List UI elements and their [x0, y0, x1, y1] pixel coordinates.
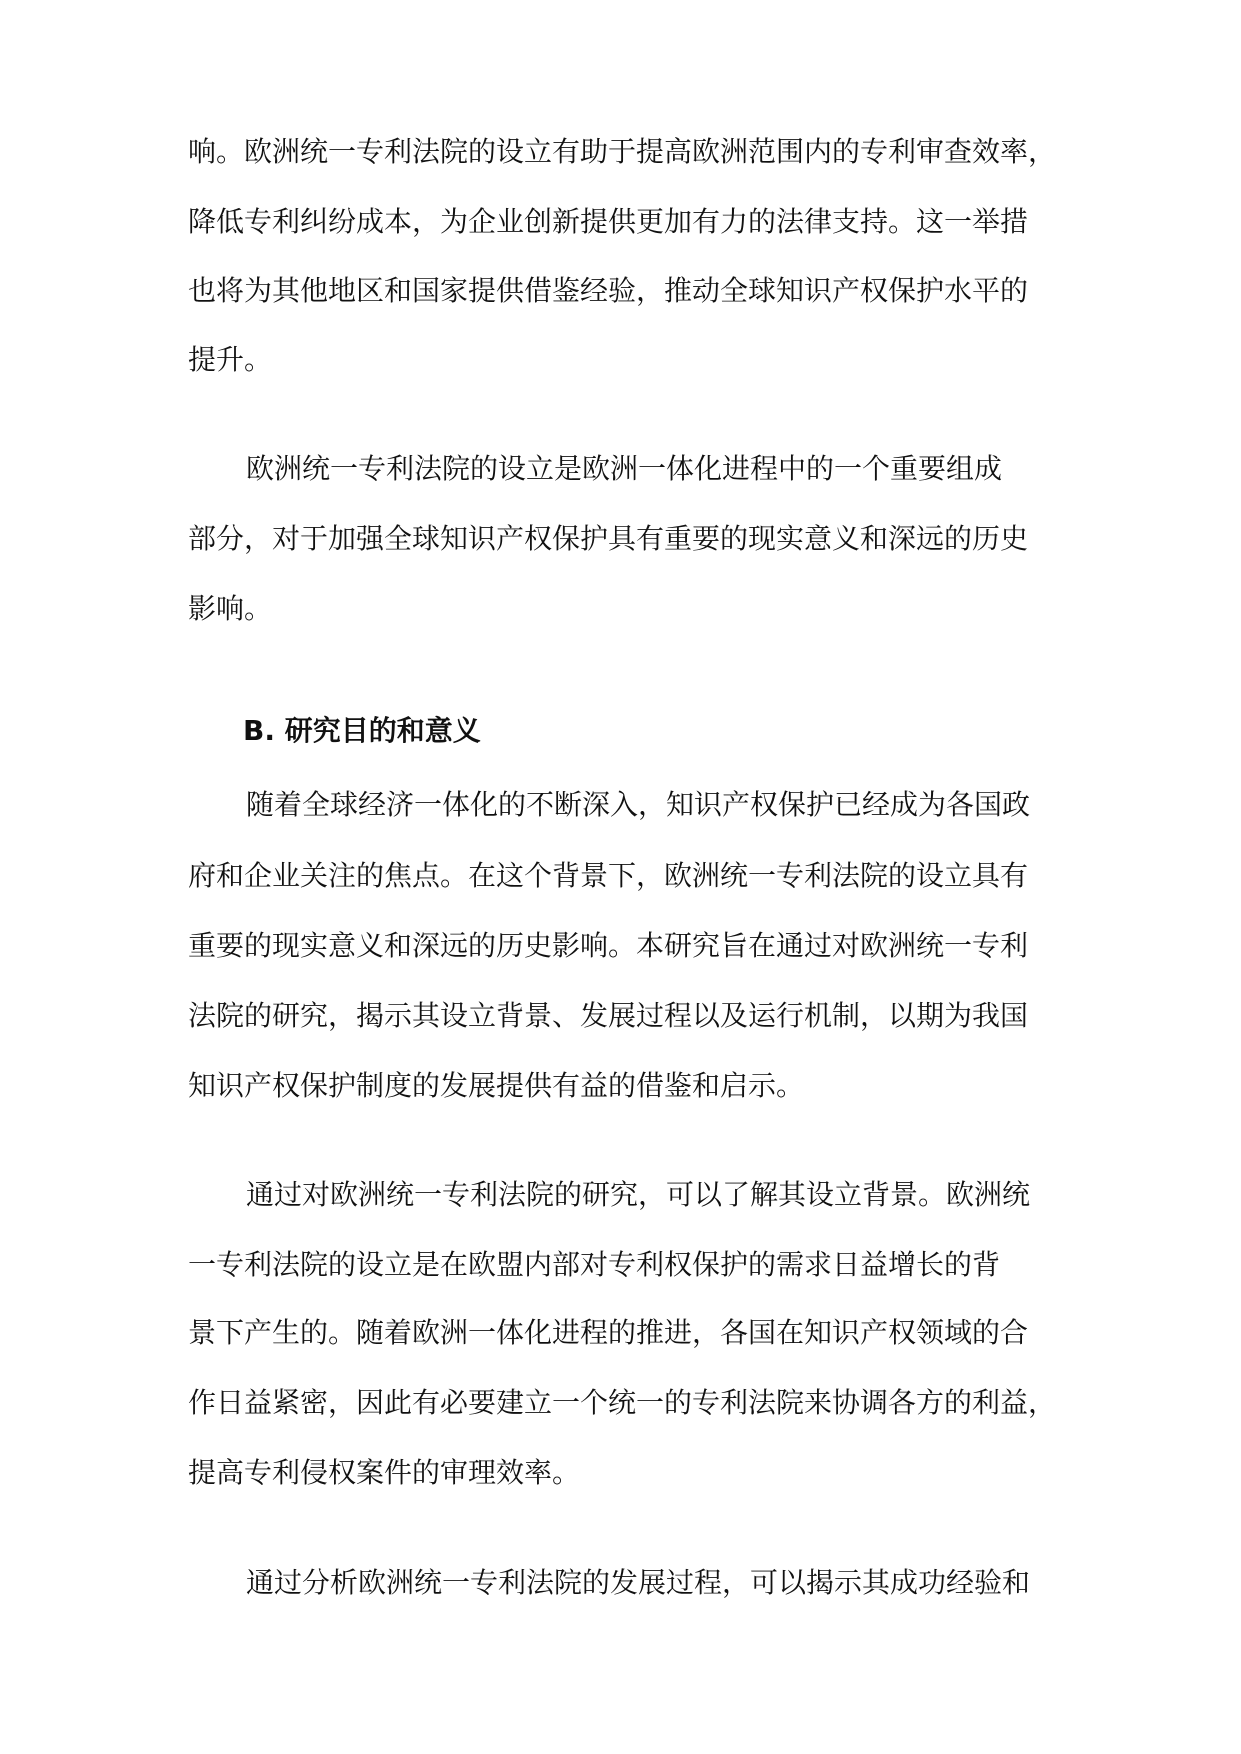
paragraph-4-line-2: 一专利法院的设立是在欧盟内部对专利权保护的需求日益增长的背: [188, 1248, 1001, 1281]
paragraph-1-line-1: 响。欧洲统一专利法院的设立有助于提高欧洲范围内的专利审查效率，: [188, 135, 1057, 168]
paragraph-4-line-5: 提高专利侵权案件的审理效率。: [188, 1456, 581, 1489]
section-heading: B. 研究目的和意义: [243, 714, 481, 747]
paragraph-3-line-1: 随着全球经济一体化的不断深入，知识产权保护已经成为各国政: [246, 788, 1031, 821]
paragraph-2-line-3: 影响。: [188, 592, 273, 625]
paragraph-1-line-4: 提升。: [188, 343, 273, 376]
paragraph-4-line-3: 景下产生的。随着欧洲一体化进程的推进，各国在知识产权领域的合: [188, 1316, 1029, 1349]
paragraph-2-line-2: 部分，对于加强全球知识产权保护具有重要的现实意义和深远的历史: [188, 522, 1029, 555]
paragraph-4-line-4: 作日益紧密，因此有必要建立一个统一的专利法院来协调各方的利益，: [188, 1386, 1057, 1419]
paragraph-1-line-2: 降低专利纠纷成本，为企业创新提供更加有力的法律支持。这一举措: [188, 205, 1029, 238]
paragraph-1-line-3: 也将为其他地区和国家提供借鉴经验，推动全球知识产权保护水平的: [188, 274, 1029, 307]
paragraph-5-line-1: 通过分析欧洲统一专利法院的发展过程，可以揭示其成功经验和: [246, 1566, 1031, 1599]
paragraph-4-line-1: 通过对欧洲统一专利法院的研究，可以了解其设立背景。欧洲统: [246, 1178, 1031, 1211]
paragraph-3-line-2: 府和企业关注的焦点。在这个背景下，欧洲统一专利法院的设立具有: [188, 859, 1029, 892]
paragraph-3-line-5: 知识产权保护制度的发展提供有益的借鉴和启示。: [188, 1069, 805, 1102]
paragraph-3-line-4: 法院的研究，揭示其设立背景、发展过程以及运行机制，以期为我国: [188, 999, 1029, 1032]
paragraph-2-line-1: 欧洲统一专利法院的设立是欧洲一体化进程中的一个重要组成: [246, 452, 1003, 485]
paragraph-3-line-3: 重要的现实意义和深远的历史影响。本研究旨在通过对欧洲统一专利: [188, 929, 1029, 962]
